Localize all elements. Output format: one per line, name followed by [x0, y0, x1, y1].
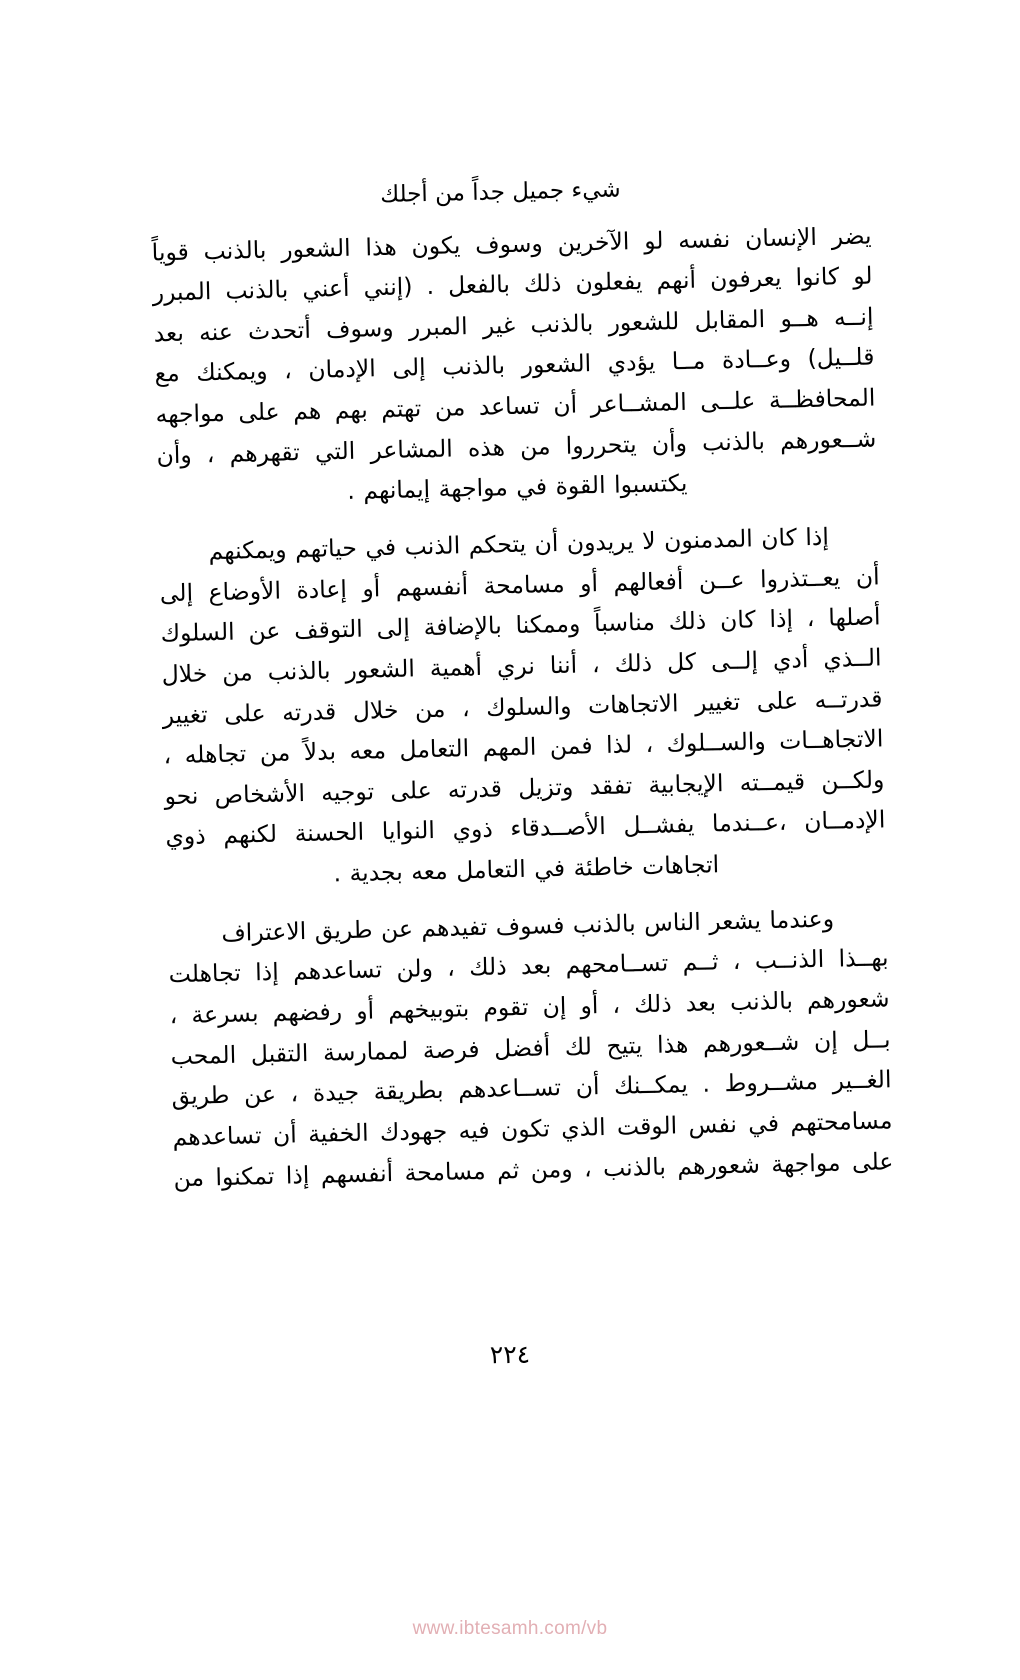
text-line: شــعورهم بالذنب وأن يتحرروا من هذه المشاعر التي تقهرهم ، وأن [156, 424, 877, 470]
text-line: شعورهم بالذنب بعد ذلك ، أو إن تقوم بتوبيخهم أو رفضهم بسرعة ، [169, 984, 890, 1030]
text-line: اتجاهات خاطئة في التعامل معه بجدية . [333, 850, 720, 888]
text-line: مسامحتهم في نفس الوقت الذي تكون فيه جهودك الخفية أن تساعدهم [172, 1106, 893, 1152]
text-line: الغــير مشــروط . يمكــنك أن تســاعدهم بطريقة جيدة ، عن طريق [171, 1065, 892, 1111]
text-line: الاتجاهــات والســلوك ، لذا فمن المهم التعامل معه بدلاً من تجاهله ، [163, 724, 884, 770]
text-line: على مواجهة شعورهم بالذنب ، ومن ثم مسامحة أنفسهم إذا تمكنوا من [173, 1146, 894, 1192]
text-line: الإدمــان ،عــندما يفشــل الأصــدقاء ذوي النوايا الحسنة لكنهم ذوي [165, 805, 886, 851]
text-line: إنــه هــو المقابل للشعور بالذنب غير المبرر وسوف أتحدث عنه بعد [153, 302, 874, 348]
text-line: قلــيل) وعــادة مــا يؤدي الشعور بالذنب إلى الإدمان ، ويمكنك مع [154, 342, 875, 388]
page-number: ٢٢٤ [489, 1339, 531, 1370]
text-line: يكتسبوا القوة في مواجهة إيمانهم . [347, 469, 688, 506]
paragraph-3 [167, 897, 894, 1198]
paragraph-1 [151, 215, 878, 516]
page-heading: شيء جميل جداً من أجلك [379, 176, 621, 209]
watermark-url: www.ibtesamh.com/vb [412, 1618, 608, 1639]
text-line: بهــذا الذنــب ، ثــم تســامحهم بعد ذلك ، ولن تساعدهم إذا تجاهلت [168, 943, 889, 989]
text-line: أصلها ، إذا كان ذلك مناسباً وممكنا بالإضافة إلى التوقف عن السلوك [160, 602, 881, 648]
text-line: وعندما يشعر الناس بالذنب فسوف تفيدهم عن طريق الاعتراف [221, 904, 835, 947]
text-line: بــل إن شــعورهم هذا يتيح لك أفضل فرصة لممارسة التقبل المحب [170, 1024, 891, 1070]
text-line: الــذي أدي إلــى كل ذلك ، أننا نري أهمية الشعور بالذنب من خلال [161, 643, 882, 689]
text-line: ولكــن قيمــته الإيجابية تفقد وتزيل قدرته على توجيه الأشخاص نحو [164, 765, 885, 811]
text-line: أن يعــتذروا عــن أفعالهم أو مسامحة أنفسهم أو إعادة الأوضاع إلى [159, 562, 880, 607]
page-text-block [150, 167, 894, 1205]
text-line: يضر الإنسان نفسه لو الآخرين وسوف يكون هذا الشعور بالذنب قوياً [151, 221, 872, 266]
text-line: قدرتــه على تغيير الاتجاهات والسلوك ، من خلال قدرته على تغيير [162, 683, 883, 729]
text-line: لو كانوا يعرفون أنهم يفعلون ذلك بالفعل . (إنني أعني بالذنب المبرر [152, 261, 873, 307]
text-line: إذا كان المدمنون لا يريدون أن يتحكم الذنب في حياتهم ويمكنهم [208, 522, 830, 566]
text-line: المحافظــة علــى المشــاعر أن تساعد من تهتم بهم هم على مواجهه [155, 383, 876, 429]
paragraph-2 [158, 515, 886, 898]
